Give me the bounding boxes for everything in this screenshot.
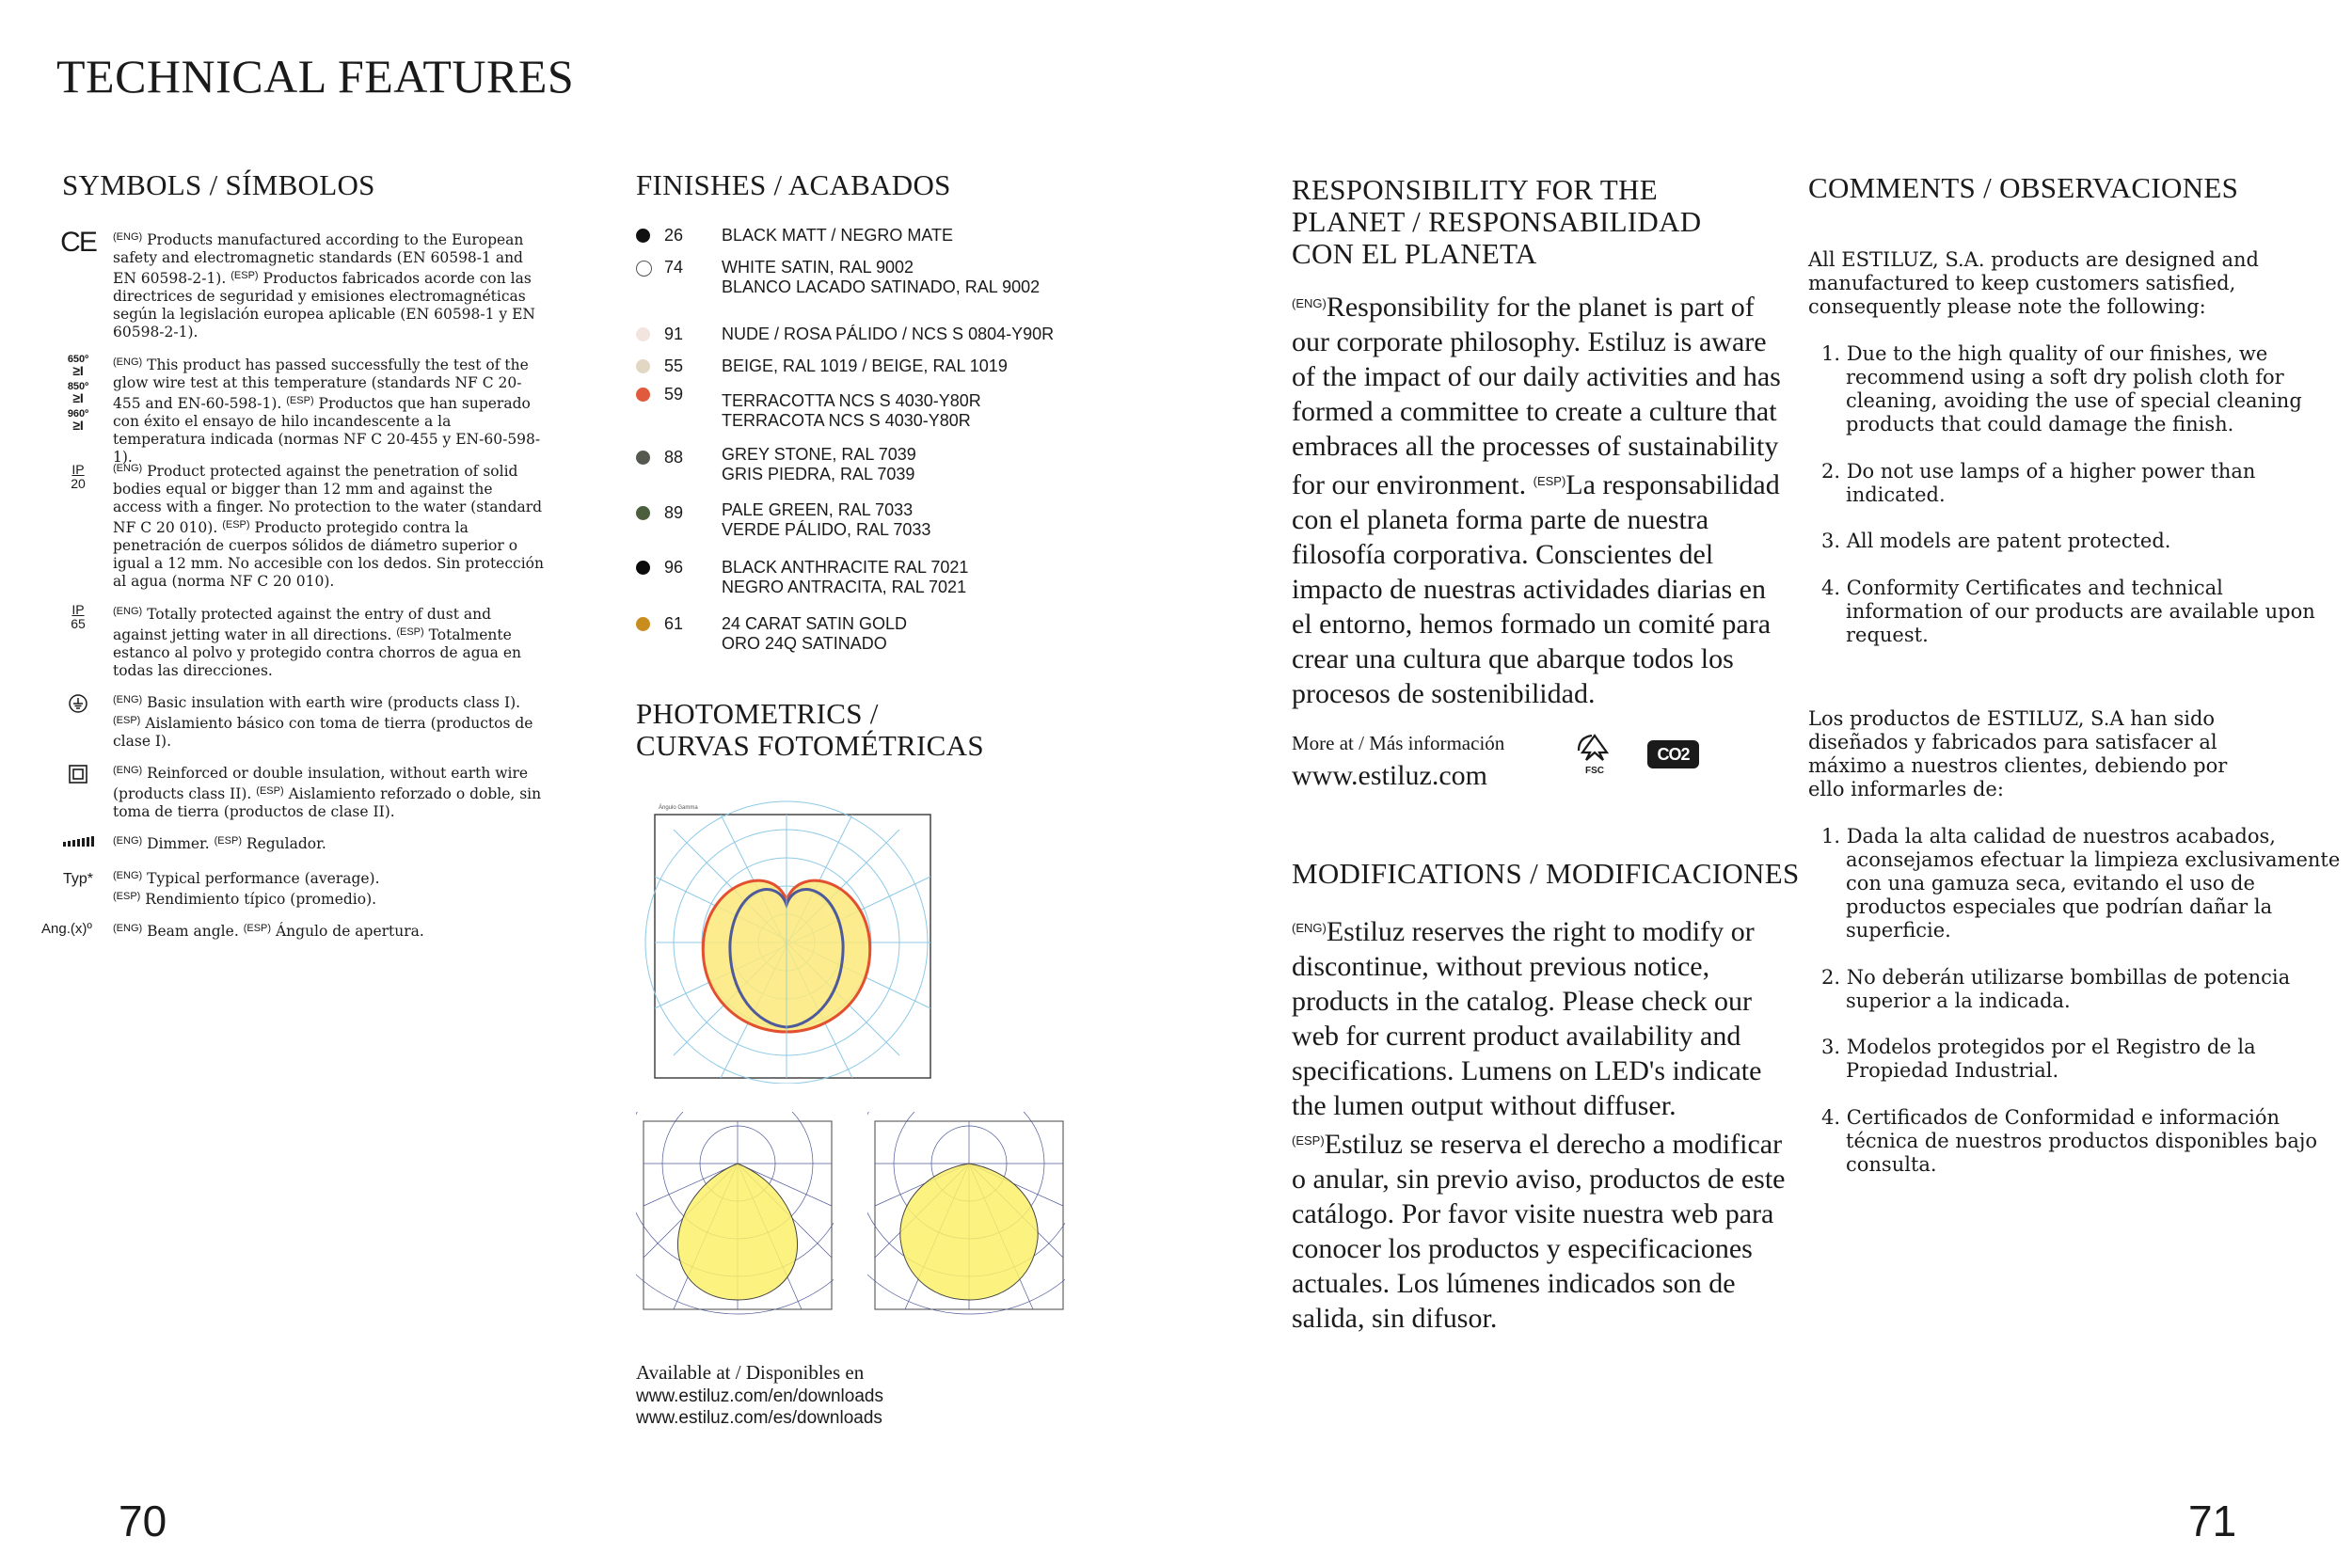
finish-name: PALE GREEN, RAL 7033 VERDE PÁLIDO, RAL 7033	[722, 500, 931, 539]
finish-swatch	[636, 451, 650, 465]
finishes-heading: FINISHES / ACABADOS	[636, 168, 951, 201]
website-link[interactable]: www.estiluz.com	[1292, 760, 1488, 791]
finish-swatch	[636, 388, 650, 402]
comment-item: 1. Dada la alta calidad de nuestros acabados, aconsejamos efectuar la limpieza exclusivamente con una gamuza seca, evitando el uso de productos especiales que podrían dañar la superficie.	[1821, 825, 2341, 942]
comment-item: 2. Do not use lamps of a higher power than indicated.	[1821, 460, 2256, 506]
glow-wire-icon: 650º ≥I 850º ≥I 960º ≥I	[67, 354, 89, 433]
fsc-logo-icon: FSC	[1571, 732, 1618, 779]
finish-code: 74	[664, 258, 684, 277]
co2-logo-icon: CO2	[1647, 740, 1699, 768]
comments-heading: COMMENTS / OBSERVACIONES	[1808, 171, 2239, 204]
typ-icon: Typ*	[62, 871, 93, 887]
finish-swatch	[636, 506, 650, 520]
page-number-right: 71	[2188, 1497, 2237, 1545]
comments-intro-eng: All ESTILUZ, S.A. products are designed and manufactured to keep customers satisfied, consequently please note the following:	[1808, 248, 2259, 318]
responsibility-text: $^{(ENG)}$Responsibility for the planet is part of our corporate philosophy. Estiluz is aware of the impact of our daily activities and has formed a committee to create a culture that embraces all the processes of sustainability for our environment. $^{(ESP)}$La responsabilidad con el planeta forma parte de nuestra filosofía corporativa. Conscientes del impacto de nuestras actividades diarias en el entorno, hemos formado un comité para crear una cultura que abarque todos los procesos de sostenibilidad.	[1292, 292, 1781, 709]
page-title: TECHNICAL FEATURES	[56, 50, 575, 103]
photometric-chart-large	[636, 792, 937, 1084]
finish-code: 88	[664, 448, 684, 467]
finish-code: 91	[664, 325, 684, 343]
available-label: Available at / Disponibles en	[636, 1361, 865, 1384]
finish-code: 59	[664, 385, 684, 404]
ip20-icon: IP 20	[71, 462, 86, 491]
finish-name: 24 CARAT SATIN GOLD ORO 24Q SATINADO	[722, 614, 908, 653]
finish-swatch	[636, 561, 650, 575]
finish-code: 96	[664, 558, 684, 577]
ip65-icon: IP 65	[71, 602, 86, 631]
responsibility-heading: RESPONSIBILITY FOR THE PLANET / RESPONSABILIDAD CON EL PLANETA	[1292, 173, 1702, 270]
dimmer-icon	[45, 833, 111, 853]
comment-item: 1. Due to the high quality of our finishes, we recommend using a soft dry polish cloth for cleaning, avoiding the use of special cleaning products that could damage the finish.	[1821, 342, 2302, 436]
modifications-text: $^{(ENG)}$Estiluz reserves the right to modify or discontinue, without previous notice, products in the catalog. Please check our web for current product availability and specifications. Lumens on LED's indicate the lumen output without diffuser. $^{(ESP)}$Estiluz se reserva el derecho a modificar o anular, sin previo aviso, productos de este catálogo. Por favor visite nuestra web para conocer los productos y especificaciones actuales. Los lúmenes indicados son de salida, sin difusor.	[1292, 916, 1786, 1334]
download-link-es[interactable]: www.estiluz.com/es/downloads	[636, 1408, 882, 1428]
finish-swatch	[636, 229, 650, 243]
finish-code: 61	[664, 614, 684, 633]
finish-name: TERRACOTTA NCS S 4030-Y80R TERRACOTA NCS S 4030-Y80R	[722, 391, 981, 430]
download-link-en[interactable]: www.estiluz.com/en/downloads	[636, 1386, 883, 1406]
comment-item: 4. Conformity Certificates and technical information of our products are available upon request.	[1821, 577, 2315, 646]
finish-swatch	[636, 327, 650, 341]
symbols-heading: SYMBOLS / SÍMBOLOS	[62, 168, 375, 201]
comment-item: 4. Certificados de Conformidad e información técnica de nuestros productos disponibles bajo consulta.	[1821, 1106, 2318, 1176]
double-insulation-icon	[45, 764, 111, 789]
photometric-chart-small-left	[636, 1112, 834, 1319]
beam-angle-icon: Ang.(x)º	[41, 921, 92, 937]
earth-ground-icon	[45, 693, 111, 719]
finish-code: 55	[664, 356, 684, 375]
comments-intro-esp: Los productos de ESTILUZ, S.A han sido diseñados y fabricados para satisfacer al máximo a nuestros clientes, debiendo por ello informarles de:	[1808, 707, 2228, 800]
ce-mark-icon: CE	[60, 227, 96, 258]
finish-swatch	[636, 359, 650, 373]
finish-code: 26	[664, 226, 684, 245]
comment-item: 2. No deberán utilizarse bombillas de potencia superior a la indicada.	[1821, 966, 2291, 1012]
finish-swatch	[636, 261, 652, 277]
finish-name: BEIGE, RAL 1019 / BEIGE, RAL 1019	[722, 356, 1008, 375]
more-info-label: More at / Más información	[1292, 732, 1505, 754]
svg-text:Ángulo Gamma: Ángulo Gamma	[659, 805, 698, 811]
finish-name: BLACK MATT / NEGRO MATE	[722, 226, 954, 245]
page-number-left: 70	[119, 1497, 167, 1545]
finish-name: WHITE SATIN, RAL 9002 BLANCO LACADO SATINADO, RAL 9002	[722, 258, 1041, 296]
finish-name: GREY STONE, RAL 7039 GRIS PIEDRA, RAL 7039	[722, 445, 916, 483]
comment-item: 3. All models are patent protected.	[1821, 530, 2171, 552]
photometrics-heading: PHOTOMETRICS / CURVAS FOTOMÉTRICAS	[636, 697, 984, 762]
modifications-heading: MODIFICATIONS / MODIFICACIONES	[1292, 857, 1800, 890]
finish-name: BLACK ANTHRACITE RAL 7021 NEGRO ANTRACITA, RAL 7021	[722, 558, 969, 596]
finish-swatch	[636, 617, 650, 631]
photometric-chart-small-right	[867, 1112, 1065, 1319]
finish-name: NUDE / ROSA PÁLIDO / NCS S 0804-Y90R	[722, 325, 1055, 343]
comment-item: 3. Modelos protegidos por el Registro de la Propiedad Industrial.	[1821, 1036, 2256, 1082]
finish-code: 89	[664, 503, 684, 522]
